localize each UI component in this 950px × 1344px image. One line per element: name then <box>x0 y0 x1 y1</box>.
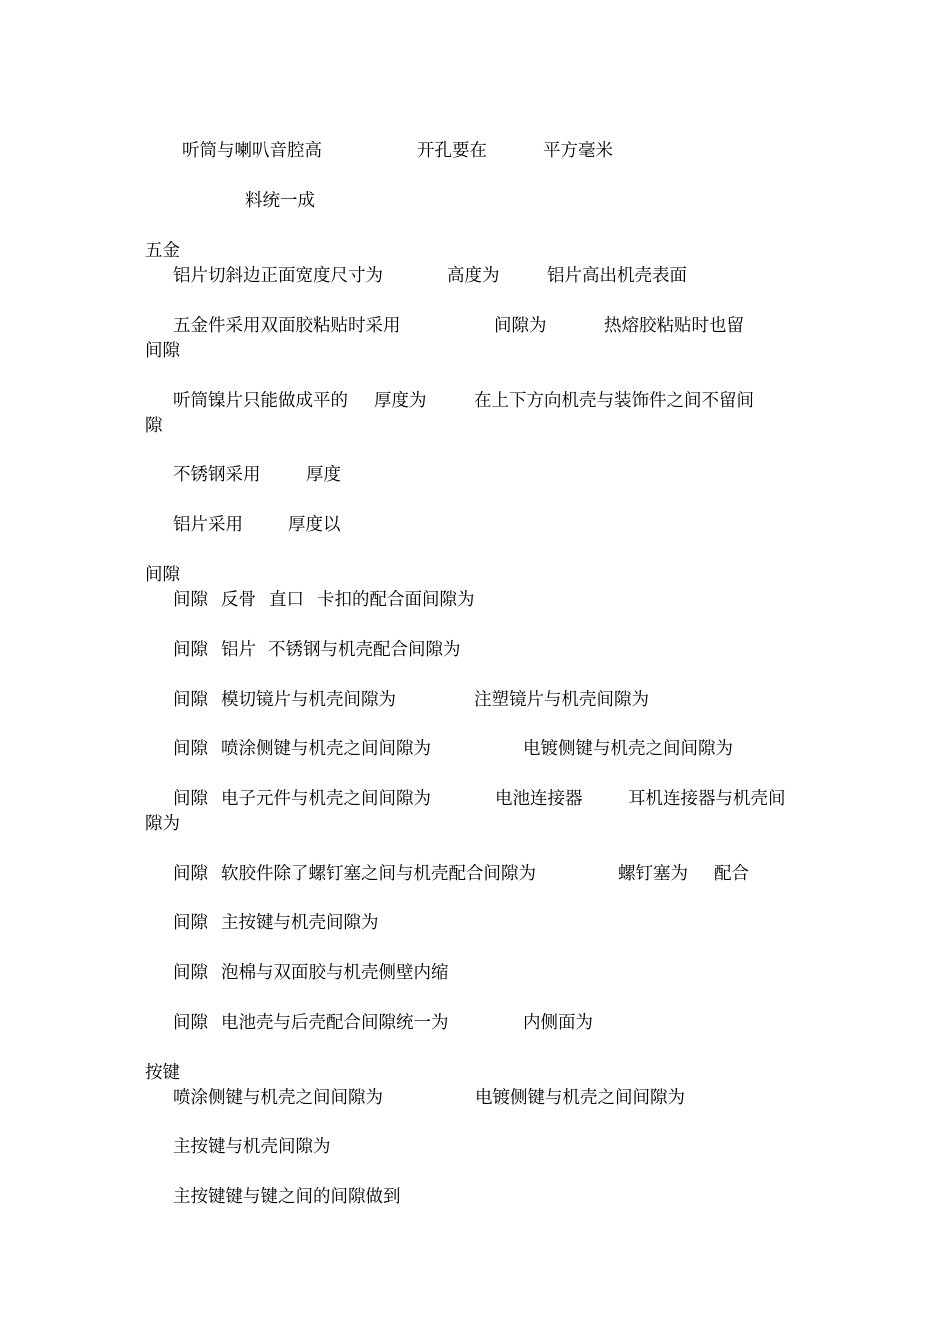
line-10-part-c: 注塑镜片与机壳间隙为 <box>474 690 649 710</box>
line-16-part-c: 内侧面为 <box>523 1013 593 1033</box>
line-2-part-a: 料统一成 <box>245 191 315 211</box>
line-6-part-a: 不锈钢采用 <box>173 465 261 485</box>
line-10-part-b: 模切镜片与机壳间隙为 <box>221 690 396 710</box>
line-14-part-a: 间隙 <box>173 913 208 933</box>
line-3-part-c: 铝片高出机壳表面 <box>547 266 687 286</box>
line-17-part-a: 喷涂侧键与机壳之间间隙为 <box>173 1088 383 1108</box>
line-16-part-b: 电池壳与后壳配合间隙统一为 <box>221 1013 449 1033</box>
line-18-part-a: 主按键与机壳间隙为 <box>173 1137 331 1157</box>
line-11-part-c: 电镀侧键与机壳之间间隙为 <box>523 739 733 759</box>
line-6-part-b: 厚度 <box>306 465 341 485</box>
line-3-part-b: 高度为 <box>447 266 500 286</box>
line-9-part-b: 铝片 <box>221 640 256 660</box>
line-13-part-c: 螺钉塞为 <box>618 864 688 884</box>
line-17-part-b: 电镀侧键与机壳之间间隙为 <box>475 1088 685 1108</box>
line-11-part-a: 间隙 <box>173 739 208 759</box>
line-8-part-b: 反骨 <box>221 590 256 610</box>
line-3-part-a: 铝片切斜边正面宽度尺寸为 <box>173 266 383 286</box>
line-12-part-b: 电子元件与机壳之间间隙为 <box>221 789 431 809</box>
line-15-part-a: 间隙 <box>173 963 208 983</box>
line-7-part-b: 厚度以 <box>288 515 341 535</box>
line-12-part-c: 电池连接器 <box>495 789 583 809</box>
line-5-part-c: 在上下方向机壳与装饰件之间不留间 <box>474 391 754 411</box>
line-4-part-a: 五金件采用双面胶粘贴时采用 <box>173 316 401 336</box>
line-1-part-a: 听筒与喇叭音腔高 <box>182 141 322 161</box>
line-1-part-b: 开孔要在 <box>417 141 487 161</box>
line-13-part-d: 配合 <box>714 864 749 884</box>
line-5-part-b: 厚度为 <box>374 391 427 411</box>
line-4-part-d: 间隙 <box>145 341 180 361</box>
line-13-part-b: 软胶件除了螺钉塞之间与机壳配合间隙为 <box>221 864 536 884</box>
line-5-part-d: 隙 <box>145 416 163 436</box>
line-10-part-a: 间隙 <box>173 690 208 710</box>
line-12-part-a: 间隙 <box>173 789 208 809</box>
line-14-part-b: 主按键与机壳间隙为 <box>221 913 379 933</box>
line-4-part-b: 间隙为 <box>494 316 547 336</box>
line-8-part-c: 直口 <box>269 590 304 610</box>
line-11-part-b: 喷涂侧键与机壳之间间隙为 <box>221 739 431 759</box>
line-5-part-a: 听筒镍片只能做成平的 <box>173 391 348 411</box>
line-12-part-d: 耳机连接器与机壳间 <box>628 789 786 809</box>
line-4-part-c: 热熔胶粘贴时也留 <box>604 316 744 336</box>
line-7-part-a: 铝片采用 <box>173 515 243 535</box>
line-8-part-a: 间隙 <box>173 590 208 610</box>
line-8-part-d: 卡扣的配合面间隙为 <box>317 590 475 610</box>
line-15-part-b: 泡棉与双面胶与机壳侧壁内缩 <box>221 963 449 983</box>
line-9-part-a: 间隙 <box>173 640 208 660</box>
section-heading-hardware: 五金 <box>145 241 180 261</box>
section-heading-gap: 间隙 <box>145 565 180 585</box>
section-heading-keys: 按键 <box>145 1063 180 1083</box>
line-16-part-a: 间隙 <box>173 1013 208 1033</box>
line-19-part-a: 主按键键与键之间的间隙做到 <box>173 1187 401 1207</box>
line-12-part-e: 隙为 <box>145 814 180 834</box>
line-1-part-c: 平方毫米 <box>543 141 613 161</box>
line-9-part-c: 不锈钢与机壳配合间隙为 <box>268 640 461 660</box>
line-13-part-a: 间隙 <box>173 864 208 884</box>
